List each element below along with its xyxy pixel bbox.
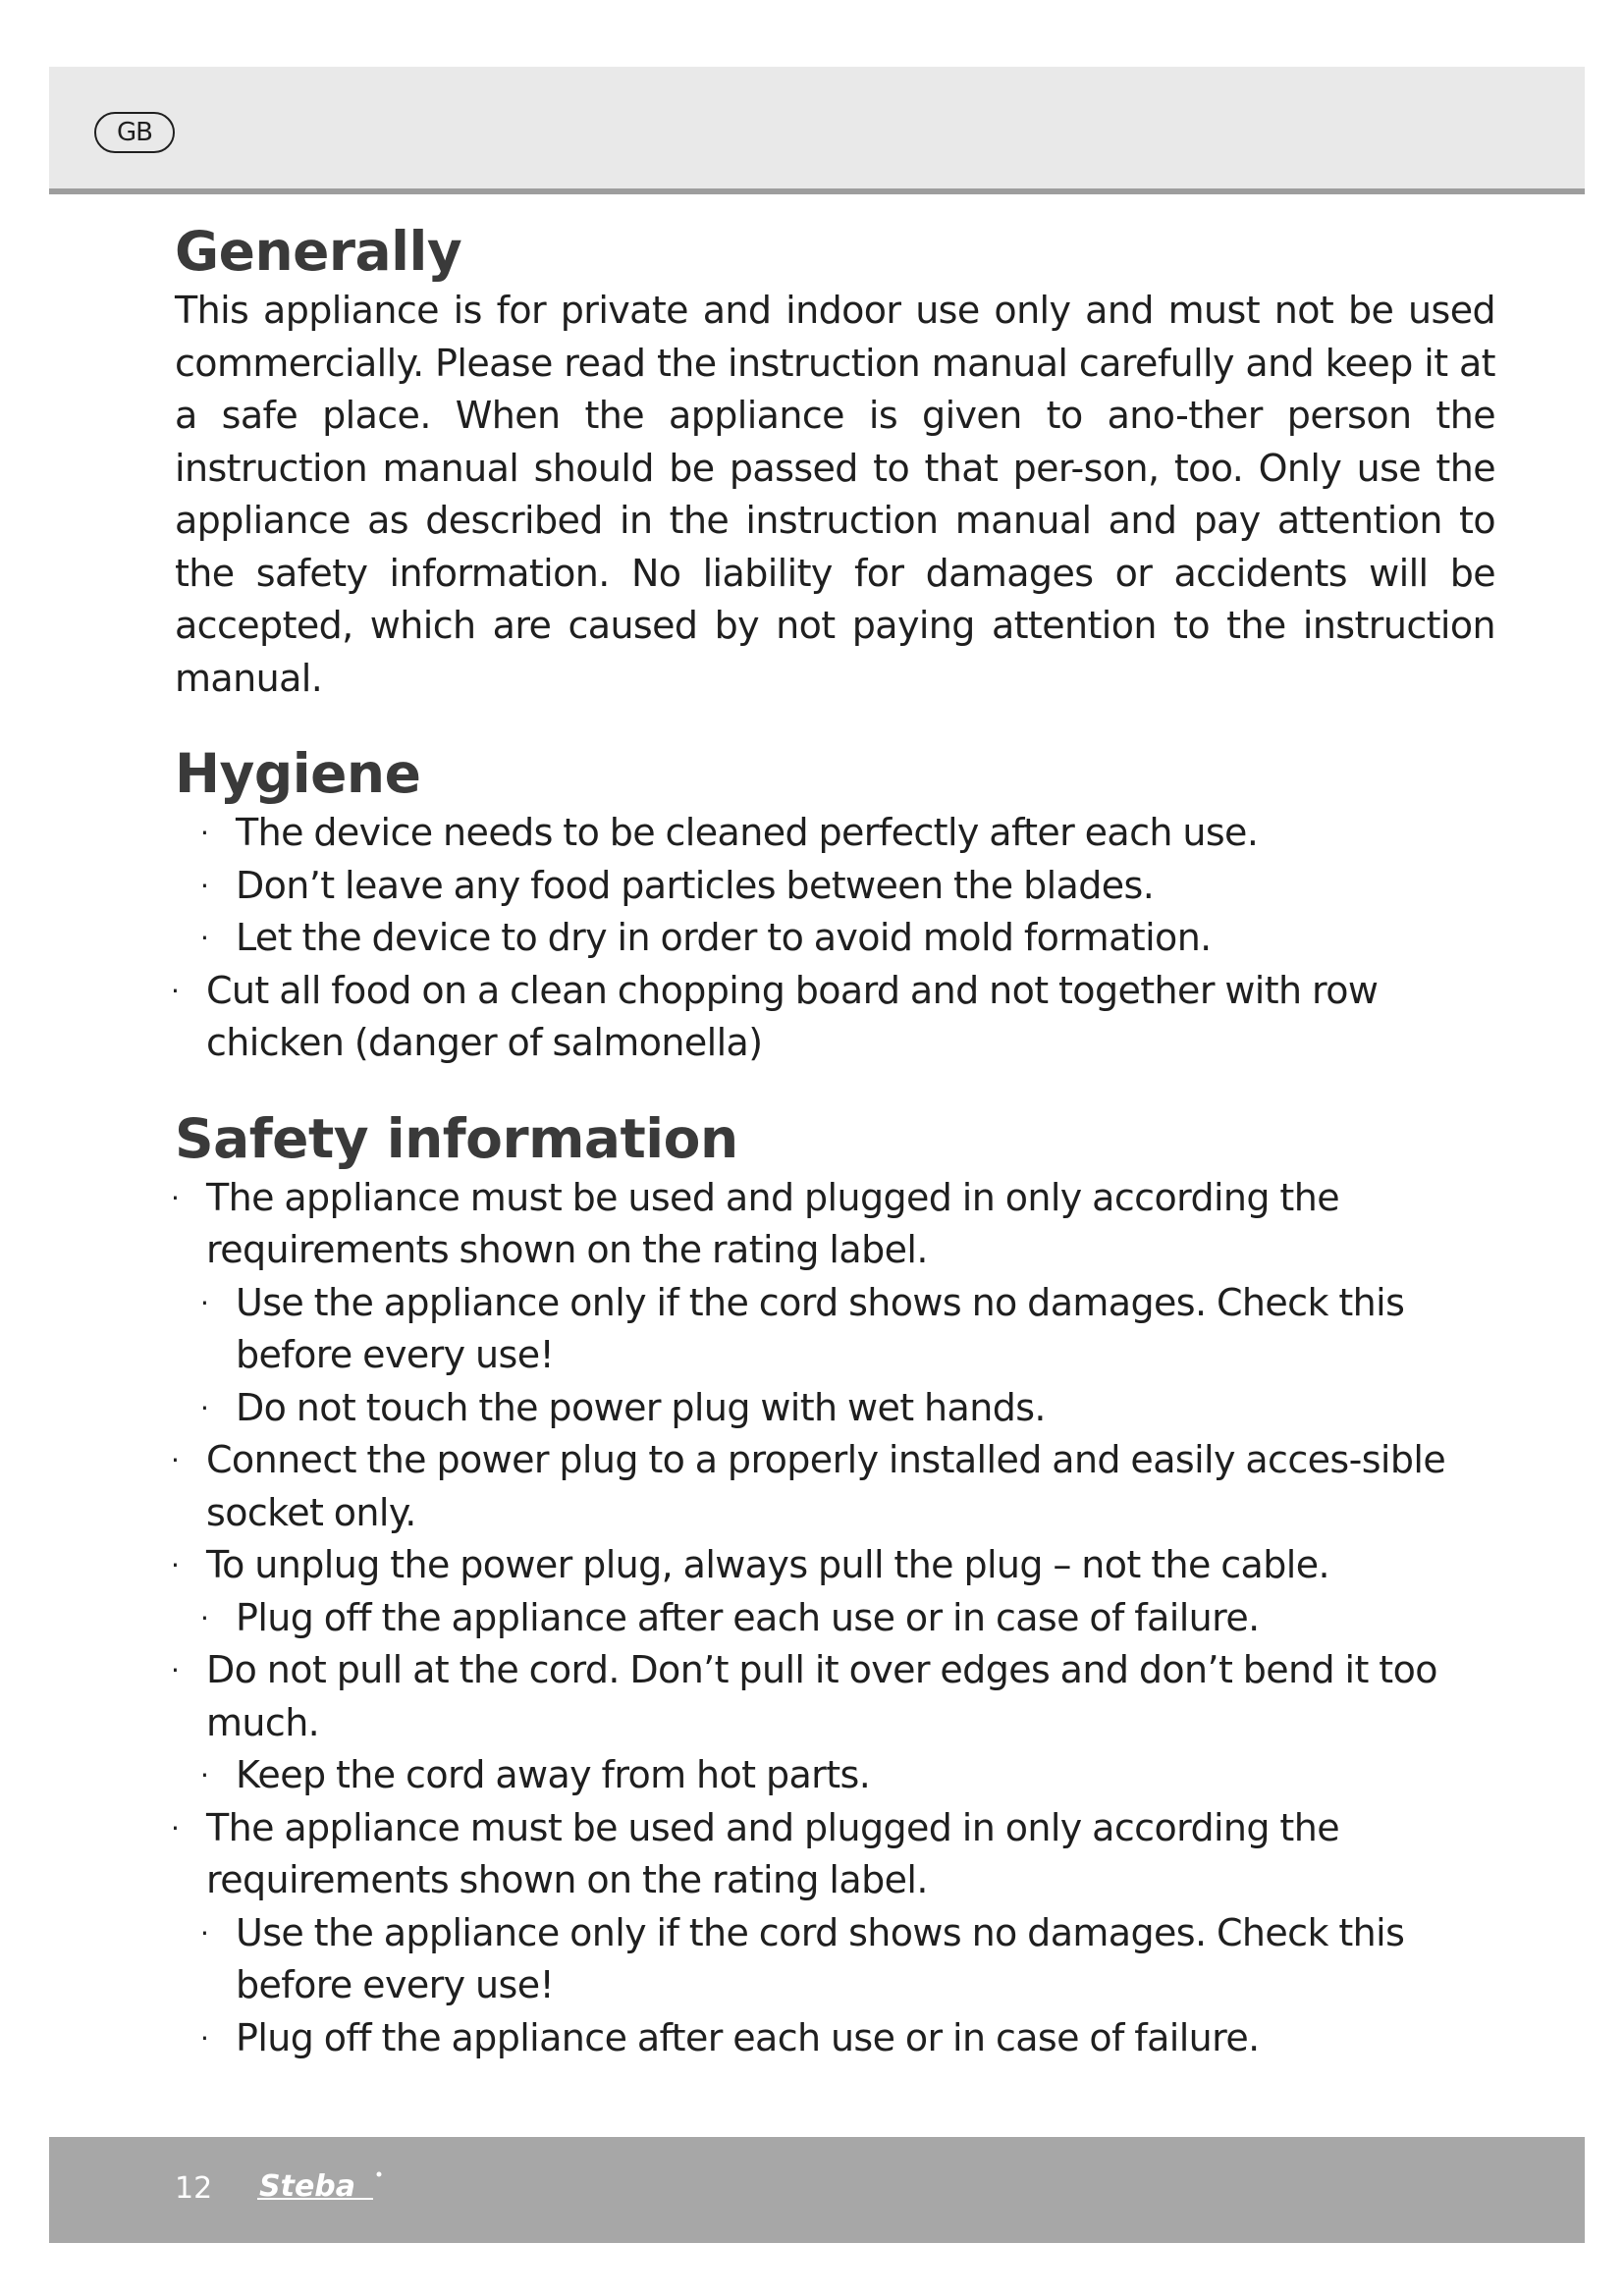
- list-item: [175, 2012, 1495, 2065]
- list-item: [171, 1434, 1495, 1539]
- list-item: [175, 1749, 1495, 1802]
- page-number: 12: [175, 2171, 213, 2206]
- list-item-text: Keep the cord away from hot parts.: [236, 1753, 871, 1796]
- bullet-icon: ·: [200, 2021, 209, 2055]
- section-safety-information: [171, 1105, 1495, 2065]
- bullet-icon: ·: [171, 1181, 180, 1214]
- list-item: [175, 1592, 1495, 1645]
- section-title-hygiene: Hygiene: [175, 742, 421, 805]
- list-item: [175, 1907, 1495, 2012]
- section-title-generally: Generally: [175, 220, 462, 283]
- list-item-text: Cut all food on a clean chopping board and not together with row chicken (danger of salmonella): [206, 968, 1379, 1064]
- bullet-icon: ·: [171, 1811, 180, 1844]
- list-item-text: Don’t leave any food particles between the blades.: [236, 863, 1155, 907]
- list-item-text: The appliance must be used and plugged in only according the requirements shown on the rating label.: [206, 1175, 1339, 1271]
- bullet-icon: ·: [200, 1391, 209, 1424]
- list-item-text: The device needs to be cleaned perfectly after each use.: [236, 811, 1259, 854]
- bullet-icon: ·: [200, 869, 209, 902]
- brand-logo-text: Steba: [259, 2169, 356, 2204]
- bullet-icon: ·: [200, 1759, 209, 1791]
- bullet-icon: ·: [171, 1444, 180, 1476]
- list-item-text: Use the appliance only if the cord shows no damages. Check this before every use!: [236, 1280, 1405, 1376]
- language-badge: GB: [94, 112, 175, 153]
- bullet-icon: ·: [200, 922, 209, 954]
- list-item-text: Connect the power plug to a properly installed and easily acces-sible socket only.: [206, 1438, 1446, 1534]
- list-item: [175, 860, 1495, 913]
- list-item: [171, 1644, 1495, 1749]
- list-item: [171, 1802, 1495, 1907]
- list-item-text: Plug off the appliance after each use or in case of failure.: [236, 1595, 1260, 1639]
- list-item-text: Let the device to dry in order to avoid mold formation.: [236, 916, 1212, 959]
- bullet-icon: ·: [171, 1549, 180, 1581]
- safety-list: [171, 1172, 1495, 2065]
- list-item-text: Do not touch the power plug with wet hands.: [236, 1385, 1046, 1429]
- list-item: [175, 912, 1495, 965]
- list-item-text: Plug off the appliance after each use or in case of failure.: [236, 2015, 1260, 2059]
- list-item: [175, 1382, 1495, 1435]
- list-item: [171, 965, 1495, 1070]
- section-title-safety: Safety information: [175, 1106, 738, 1170]
- header-band: [49, 67, 1585, 194]
- list-item: [175, 807, 1495, 860]
- section-hygiene: [171, 740, 1495, 1070]
- brand-mark-dot: [377, 2172, 382, 2177]
- list-item: [175, 1277, 1495, 1382]
- generally-paragraph: This appliance is for private and indoor use only and must not be used commercially. Please read the instruction manual carefully and keep it at a safe place. When the appliance is given to ano-ther person the instruction manual should be passed to that per-son, too. Only use the appliance as described in the instruction manual and pay attention to the safety information. No liability for damages or accidents will be accepted, which are caused by not paying attention to the instruction manual.: [175, 289, 1495, 700]
- list-item-text: The appliance must be used and plugged in only according the requirements shown on the rating label.: [206, 1805, 1339, 1901]
- bullet-icon: ·: [200, 817, 209, 849]
- bullet-icon: ·: [171, 1654, 180, 1686]
- footer-band: [49, 2137, 1585, 2243]
- hygiene-list: [171, 807, 1495, 1070]
- list-item-text: Use the appliance only if the cord shows no damages. Check this before every use!: [236, 1910, 1405, 2006]
- bullet-icon: ·: [171, 974, 180, 1007]
- list-item: [171, 1172, 1495, 1277]
- section-generally: [175, 218, 1495, 705]
- bullet-icon: ·: [200, 1601, 209, 1634]
- bullet-icon: ·: [200, 1916, 209, 1949]
- bullet-icon: ·: [200, 1286, 209, 1319]
- list-item-text: To unplug the power plug, always pull the plug – not the cable.: [206, 1543, 1329, 1586]
- page-content: [171, 218, 1495, 2064]
- list-item-text: Do not pull at the cord. Don’t pull it over edges and don’t bend it too much.: [206, 1648, 1437, 1744]
- steba-logo-icon: [257, 2166, 414, 2206]
- list-item: [171, 1539, 1495, 1592]
